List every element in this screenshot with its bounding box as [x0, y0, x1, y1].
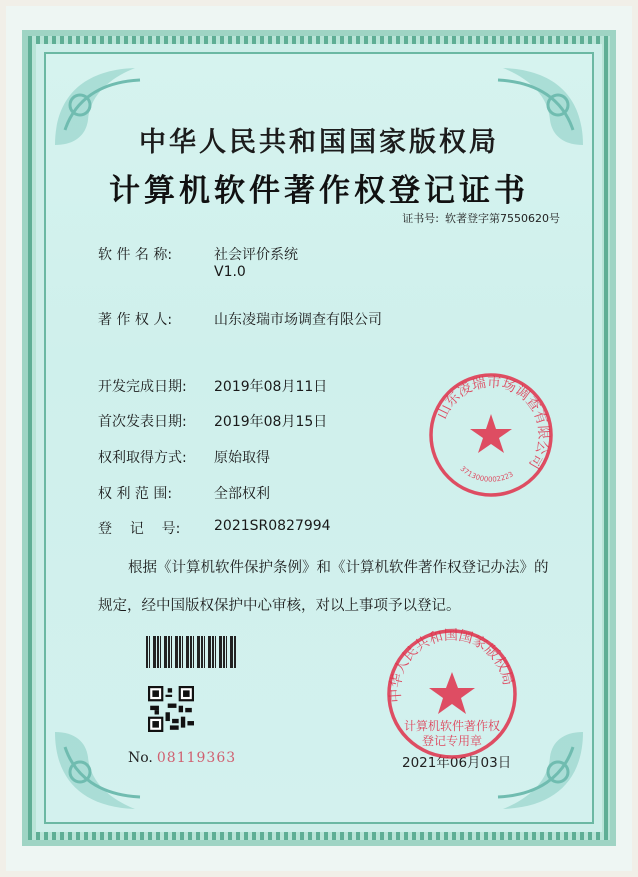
- qr-code-icon: [148, 686, 194, 732]
- certificate-number-value: 软著登字第7550620号: [445, 212, 560, 225]
- field-registration-number: [98, 518, 331, 538]
- barcode-icon: [146, 636, 236, 668]
- software-version-value: V1.0: [214, 264, 246, 280]
- certificate-number: [396, 210, 560, 226]
- field-label: 首次发表日期:: [98, 414, 187, 430]
- serial-number-value: 08119363: [156, 750, 237, 766]
- certificate-title: 计算机软件著作权登记证书: [109, 173, 529, 209]
- field-label: 软 件 名 称:: [98, 247, 173, 263]
- field-development-date: [98, 376, 327, 396]
- authority-seal-ring-text: 中华人民共和国国家版权局: [387, 627, 516, 704]
- issuing-authority: 中华人民共和国国家版权局: [139, 127, 499, 158]
- field-label: 权利取得方式:: [98, 450, 187, 466]
- field-rights-scope: [98, 483, 270, 503]
- field-copyright-owner: [98, 309, 382, 329]
- corner-ornament-icon: [50, 727, 160, 817]
- legal-statement: [98, 549, 568, 625]
- copyright-owner-value: 山东凌瑞市场调查有限公司: [214, 312, 382, 328]
- field-acquisition-method: [98, 447, 270, 467]
- software-name-value: 社会评价系统: [214, 247, 298, 263]
- field-label: 开发完成日期:: [98, 379, 187, 395]
- development-date-value: 2019年08月11日: [214, 379, 328, 395]
- publication-date-value: 2019年08月15日: [214, 414, 328, 430]
- statement-line-1: 根据《计算机软件保护条例》和《计算机软件著作权登记办法》的: [128, 560, 549, 576]
- statement-line-2: 规定，经中国版权保护中心审核，对以上事项予以登记。: [98, 598, 461, 614]
- field-publication-date: [98, 411, 327, 431]
- field-software-name: [98, 244, 298, 280]
- authority-seal-line-1: 计算机软件著作权: [403, 719, 501, 733]
- serial-number: [128, 750, 236, 766]
- acquisition-method-value: 原始取得: [214, 450, 270, 466]
- field-label: 权 利 范 围:: [98, 486, 173, 502]
- company-seal-ring-text: 山东凌瑞市场调查有限公司: [434, 374, 552, 472]
- field-label: 著 作 权 人:: [98, 312, 173, 328]
- serial-number-label: No.: [128, 750, 153, 766]
- rights-scope-value: 全部权利: [214, 486, 270, 502]
- authority-seal-line-2: 登记专用章: [421, 734, 483, 748]
- issue-date: 2021年06月03日: [402, 755, 512, 771]
- company-seal-code: 3713000002223: [458, 464, 515, 484]
- registration-number-value: 2021SR0827994: [214, 518, 331, 534]
- authority-seal-icon: [384, 626, 520, 762]
- certificate-number-label: 证书号:: [402, 212, 439, 225]
- company-seal-icon: [426, 370, 556, 500]
- field-label: 登 记 号:: [98, 521, 181, 537]
